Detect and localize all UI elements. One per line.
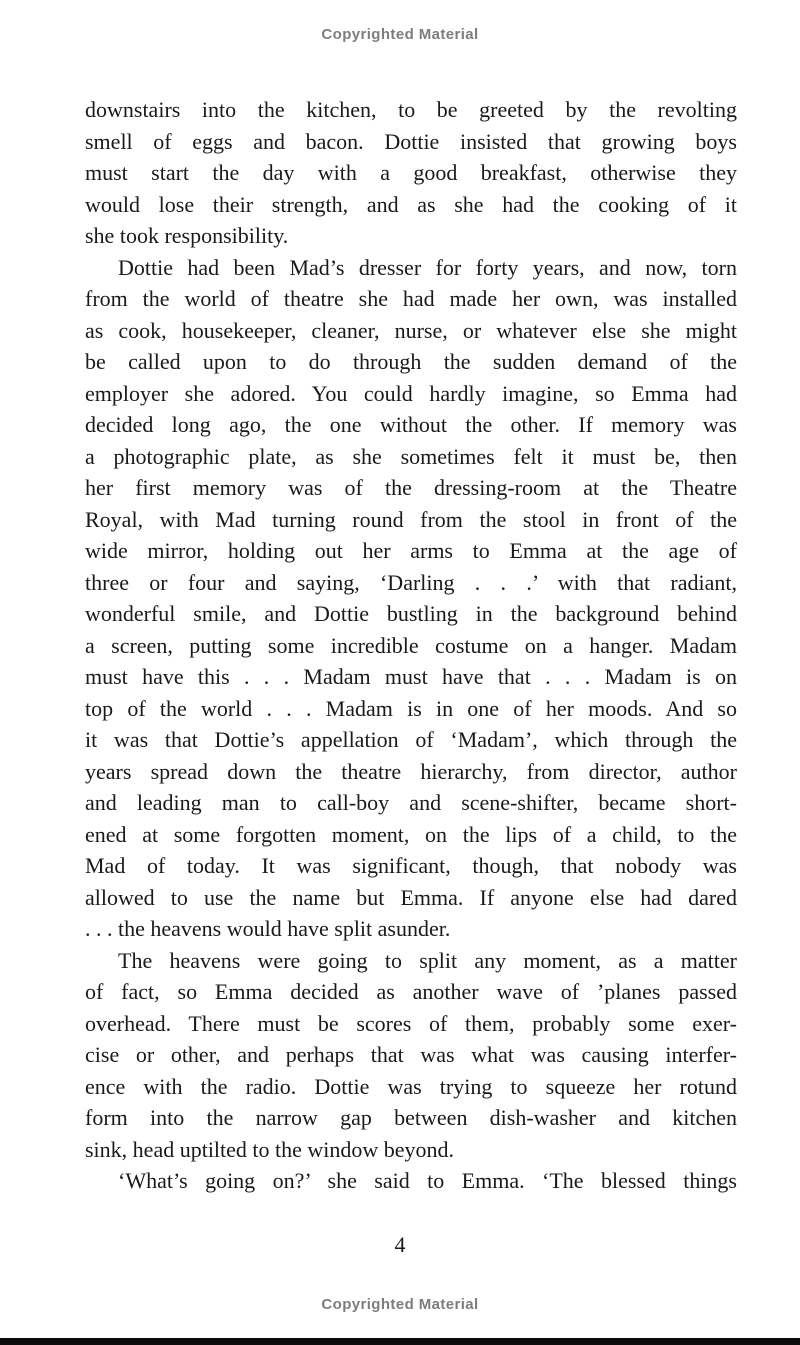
page-number: 4: [394, 1232, 406, 1257]
paragraph: [85, 252, 737, 945]
copyright-notice-top: Copyrighted Material: [321, 26, 479, 43]
bottom-black-bar: [0, 1338, 800, 1345]
text-line: allowed to use the name but Emma. If anyone else had dared: [85, 884, 737, 910]
text-line: overhead. There must be scores of them, probably some exer-: [85, 1010, 737, 1036]
copyright-notice-bottom: Copyrighted Material: [321, 1296, 479, 1313]
text-line: years spread down the theatre hierarchy, from director, author: [85, 758, 737, 784]
paragraph: [85, 94, 737, 252]
text-line: ‘What’s going on?’ she said to Emma. ‘The blessed things: [118, 1168, 737, 1193]
text-line: a screen, putting some incredible costume on a hanger. Madam: [85, 632, 737, 658]
text-line: top of the world . . . Madam is in one of her moods. And so: [85, 695, 737, 721]
text-line: from the world of theatre she had made her own, was installed: [85, 286, 737, 311]
text-line: Dottie had been Mad’s dresser for forty years, and now, torn: [118, 254, 737, 280]
text-line: as cook, housekeeper, cleaner, nurse, or whatever else she might: [85, 317, 737, 343]
text-line: ence with the radio. Dottie was trying to squeeze her rotund: [85, 1073, 737, 1099]
text-line: of fact, so Emma decided as another wave of ’planes passed: [85, 979, 737, 1004]
text-line: smell of eggs and bacon. Dottie insisted that growing boys: [85, 128, 737, 154]
text-line: form into the narrow gap between dish-washer and kitchen: [85, 1105, 737, 1130]
text-line: a photographic plate, as she sometimes felt it must be, then: [85, 443, 737, 469]
text-line: . . . the heavens would have split asunder.: [85, 916, 451, 941]
text-line: Mad of today. It was significant, though, that nobody was: [85, 853, 737, 878]
text-line: be called upon to do through the sudden demand of the: [85, 349, 737, 374]
text-line: must have this . . . Madam must have that . . . Madam is on: [85, 664, 737, 689]
text-line: wonderful smile, and Dottie bustling in the background behind: [85, 601, 737, 626]
text-line: employer she adored. You could hardly imagine, so Emma had: [85, 380, 737, 406]
text-line: it was that Dottie’s appellation of ‘Madam’, which through the: [85, 727, 737, 752]
text-line: sink, head uptilted to the window beyond.: [85, 1136, 455, 1162]
text-line: Royal, with Mad turning round from the stool in front of the: [85, 506, 737, 532]
text-line: three or four and saying, ‘Darling . . .’ with that radiant,: [85, 569, 737, 595]
paragraph: [85, 1165, 737, 1197]
text-line: she took responsibility.: [85, 223, 289, 248]
text-line: decided long ago, the one without the other. If memory was: [85, 412, 737, 437]
text-block: [85, 94, 737, 1197]
text-line: The heavens were going to split any moment, as a matter: [118, 947, 737, 973]
text-line: cise or other, and perhaps that was what was causing interfer-: [85, 1042, 737, 1067]
text-line: wide mirror, holding out her arms to Emma at the age of: [85, 538, 737, 563]
text-line: would lose their strength, and as she had the cooking of it: [85, 191, 737, 217]
text-line: her first memory was of the dressing-room at the Theatre: [85, 475, 737, 500]
paragraph: [85, 945, 737, 1166]
text-line: and leading man to call-boy and scene-shifter, became short-: [85, 790, 737, 815]
text-line: ened at some forgotten moment, on the lips of a child, to the: [85, 821, 737, 847]
text-line: must start the day with a good breakfast, otherwise they: [85, 160, 737, 185]
text-line: downstairs into the kitchen, to be greeted by the revolting: [85, 97, 737, 122]
